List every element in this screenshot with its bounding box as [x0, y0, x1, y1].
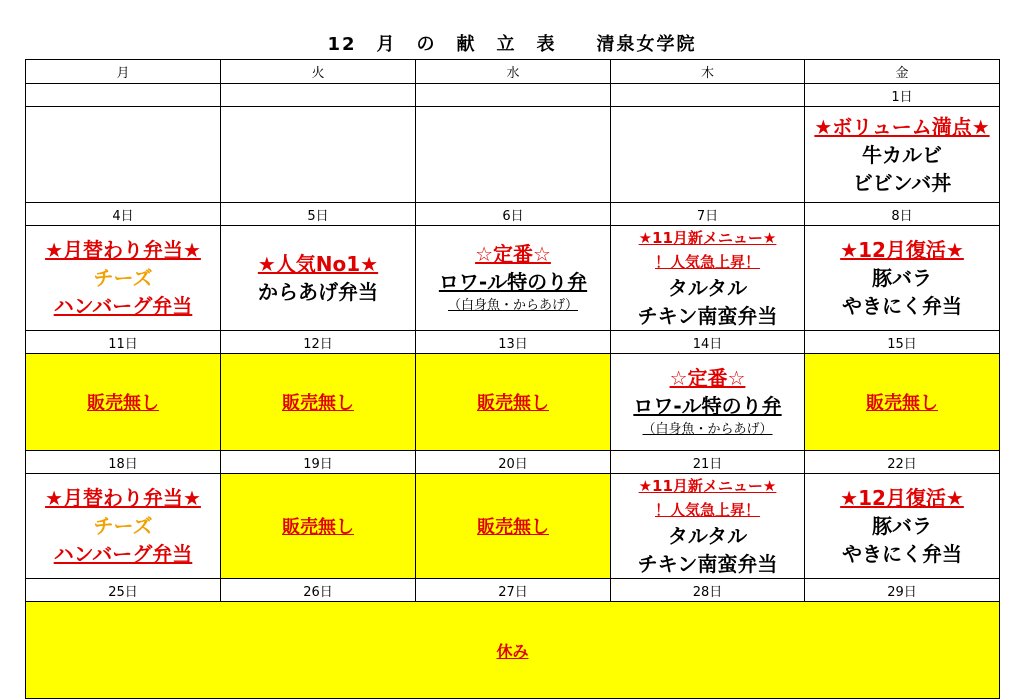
- date-cell: [416, 84, 611, 107]
- weekday-fri: 金: [805, 60, 1000, 84]
- menu-cell: [805, 474, 1000, 579]
- holiday-cell: [26, 602, 1000, 699]
- date-cell: 29日: [805, 579, 1000, 602]
- menu-line: ☆定番☆: [475, 242, 551, 266]
- menu-line: ★11月新メニュー★: [638, 229, 777, 247]
- menu-line: ロワ-ル特のり弁: [438, 270, 588, 294]
- date-cell: [221, 84, 416, 107]
- weekday-mon: 月: [26, 60, 221, 84]
- menu-line: ★12月復活★: [840, 486, 964, 510]
- menu-line: ハンバーグ弁当: [53, 542, 193, 566]
- menu-line: ★月替わり弁当★: [45, 238, 201, 262]
- no-sale-label: 販売無し: [477, 393, 549, 414]
- date-cell: 6日: [416, 203, 611, 226]
- menu-cell: [611, 226, 805, 331]
- menu-cell: [805, 107, 1000, 203]
- menu-line: チキン南蛮弁当: [637, 552, 778, 576]
- date-cell: 21日: [611, 451, 805, 474]
- no-sale-label: 販売無し: [282, 517, 354, 538]
- menu-row: [26, 354, 1000, 451]
- menu-line: ！人気急上昇！: [654, 501, 760, 519]
- menu-line: （白身魚・からあげ）: [642, 422, 773, 437]
- menu-line: ★人気No1★: [257, 252, 379, 276]
- holiday-row: [26, 602, 1000, 699]
- menu-cell: [805, 226, 1000, 331]
- no-sale-cell: [416, 474, 611, 579]
- menu-cell: [611, 474, 805, 579]
- no-sale-label: 販売無し: [477, 517, 549, 538]
- menu-line: ★月替わり弁当★: [45, 486, 201, 510]
- title-school: 清泉女学院: [596, 34, 697, 55]
- menu-line: タルタル: [667, 524, 748, 548]
- weekday-wed: 水: [416, 60, 611, 84]
- date-cell: 13日: [416, 331, 611, 354]
- date-cell: 14日: [611, 331, 805, 354]
- empty-cell: [416, 107, 611, 203]
- menu-line: 豚バラ: [872, 514, 932, 538]
- menu-line: からあげ弁当: [258, 280, 378, 304]
- menu-line: やきにく弁当: [842, 294, 962, 318]
- date-row: [26, 451, 1000, 474]
- date-cell: [611, 84, 805, 107]
- menu-cell: [416, 226, 611, 331]
- date-row: [26, 203, 1000, 226]
- menu-line: ロワ-ル特のり弁: [633, 394, 782, 418]
- menu-line: ★11月新メニュー★: [638, 477, 777, 495]
- menu-line: やきにく弁当: [842, 542, 962, 566]
- date-cell: 22日: [805, 451, 1000, 474]
- date-cell: 15日: [805, 331, 1000, 354]
- empty-cell: [221, 107, 416, 203]
- no-sale-label: 販売無し: [87, 393, 159, 414]
- menu-line: ★ボリューム満点★: [814, 114, 990, 139]
- date-cell: 27日: [416, 579, 611, 602]
- menu-line: ビビンバ丼: [852, 170, 952, 195]
- date-cell: 20日: [416, 451, 611, 474]
- weekday-tue: 火: [221, 60, 416, 84]
- date-cell: [26, 84, 221, 107]
- weekday-thu: 木: [611, 60, 805, 84]
- menu-line: ★12月復活★: [840, 238, 964, 262]
- empty-cell: [611, 107, 805, 203]
- date-row: [26, 331, 1000, 354]
- date-cell: 4日: [26, 203, 221, 226]
- title-month: 12 月 の 献 立 表: [327, 34, 557, 55]
- date-cell: 5日: [221, 203, 416, 226]
- menu-line: （白身魚・からあげ）: [447, 298, 578, 313]
- menu-cell: [26, 226, 221, 331]
- date-row: [26, 84, 1000, 107]
- no-sale-label: 販売無し: [866, 393, 938, 414]
- no-sale-cell: [221, 474, 416, 579]
- date-cell: 25日: [26, 579, 221, 602]
- date-cell: 28日: [611, 579, 805, 602]
- menu-cell: [26, 474, 221, 579]
- no-sale-cell: [26, 354, 221, 451]
- page-title: [0, 30, 1024, 56]
- menu-cell: [611, 354, 805, 451]
- menu-line: 牛カルビ: [862, 142, 942, 167]
- date-cell: 7日: [611, 203, 805, 226]
- menu-line: チーズ: [93, 514, 153, 538]
- menu-cell: [221, 226, 416, 331]
- date-row: [26, 579, 1000, 602]
- no-sale-cell: [805, 354, 1000, 451]
- no-sale-cell: [221, 354, 416, 451]
- menu-line: チキン南蛮弁当: [637, 304, 778, 328]
- no-sale-label: 販売無し: [282, 393, 354, 414]
- date-cell: 19日: [221, 451, 416, 474]
- date-cell: 18日: [26, 451, 221, 474]
- weekday-header-row: [26, 60, 1000, 84]
- menu-line: ハンバーグ弁当: [53, 294, 193, 318]
- date-cell: 11日: [26, 331, 221, 354]
- date-cell: 1日: [805, 84, 1000, 107]
- menu-table: [25, 59, 1000, 699]
- date-cell: 12日: [221, 331, 416, 354]
- menu-line: タルタル: [667, 276, 748, 300]
- menu-line: ！人気急上昇！: [654, 253, 760, 271]
- no-sale-cell: [416, 354, 611, 451]
- date-cell: 8日: [805, 203, 1000, 226]
- empty-cell: [26, 107, 221, 203]
- menu-line: ☆定番☆: [669, 366, 746, 390]
- menu-row: [26, 107, 1000, 203]
- date-cell: 26日: [221, 579, 416, 602]
- menu-line: チーズ: [93, 266, 153, 290]
- holiday-label: 休み: [496, 641, 529, 661]
- menu-row: [26, 226, 1000, 331]
- menu-row: [26, 474, 1000, 579]
- menu-line: 豚バラ: [872, 266, 932, 290]
